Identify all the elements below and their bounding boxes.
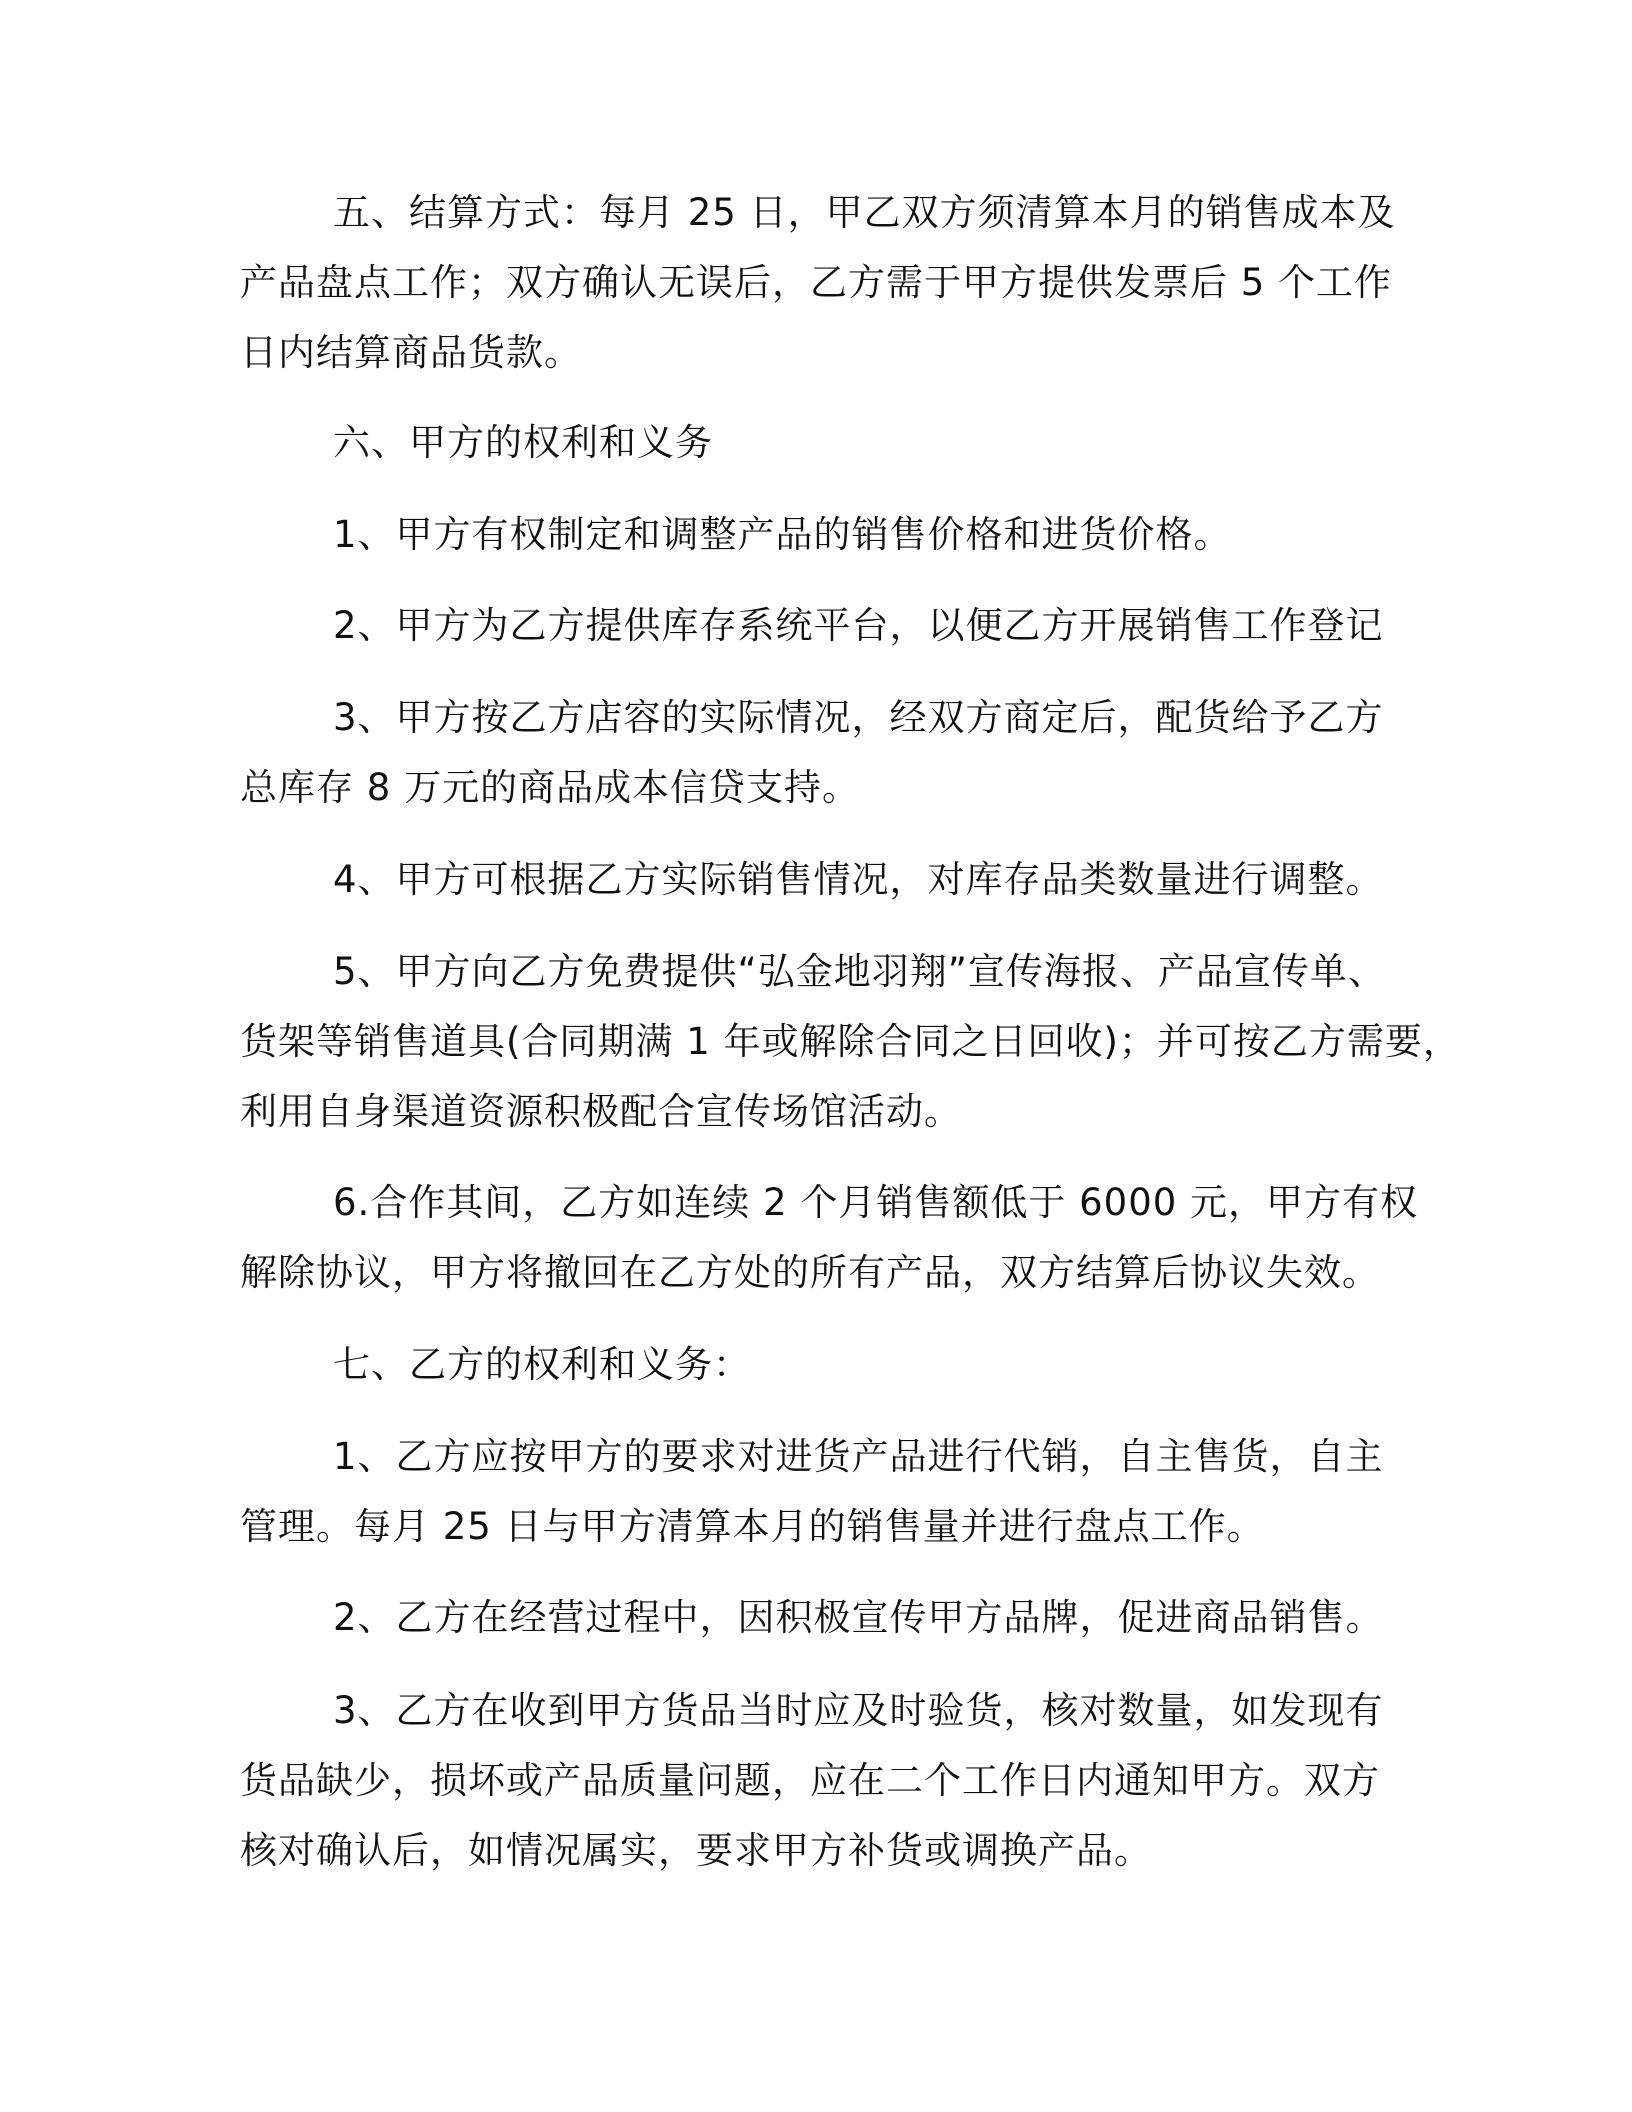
text-line: 管理。每月 25 日与甲方清算本月的销售量并进行盘点工作。 bbox=[240, 1505, 1265, 1548]
text-line: 产品盘点工作；双方确认无误后，乙方需于甲方提供发票后 5 个工作 bbox=[240, 261, 1393, 304]
text-line: 日内结算商品货款。 bbox=[240, 331, 582, 374]
text-line: 核对确认后，如情况属实，要求甲方补货或调换产品。 bbox=[240, 1829, 1152, 1872]
text-line: 利用自身渠道资源积极配合宣传场馆活动。 bbox=[240, 1090, 962, 1133]
section-heading-party-a: 六、甲方的权利和义务 bbox=[333, 421, 713, 464]
text-line: 解除协议，甲方将撤回在乙方处的所有产品，双方结算后协议失效。 bbox=[240, 1251, 1380, 1294]
clause-a-4: 4、甲方可根据乙方实际销售情况，对库存品类数量进行调整。 bbox=[333, 858, 1384, 901]
text-line: 货架等销售道具(合同期满 1 年或解除合同之日回收)；并可按乙方需要， bbox=[240, 1020, 1461, 1063]
text-line: 五、结算方式：每月 25 日，甲乙双方须清算本月的销售成本及 bbox=[333, 191, 1396, 234]
clause-a-2: 2、甲方为乙方提供库存系统平台，以便乙方开展销售工作登记 bbox=[333, 604, 1384, 647]
section-heading-party-b: 七、乙方的权利和义务： bbox=[333, 1343, 751, 1386]
text-line: 总库存 8 万元的商品成本信贷支持。 bbox=[240, 766, 861, 809]
clause-a-1: 1、甲方有权制定和调整产品的销售价格和进货价格。 bbox=[333, 513, 1232, 556]
text-line: 1、乙方应按甲方的要求对进货产品进行代销，自主售货，自主 bbox=[333, 1435, 1384, 1478]
text-line: 6.合作其间，乙方如连续 2 个月销售额低于 6000 元，甲方有权 bbox=[333, 1181, 1419, 1224]
text-line: 货品缺少，损坏或产品质量问题，应在二个工作日内通知甲方。双方 bbox=[240, 1759, 1380, 1802]
clause-b-2: 2、乙方在经营过程中，因积极宣传甲方品牌，促进商品销售。 bbox=[333, 1596, 1384, 1639]
text-line: 3、甲方按乙方店容的实际情况，经双方商定后，配货给予乙方 bbox=[333, 696, 1384, 739]
text-line: 3、乙方在收到甲方货品当时应及时验货，核对数量，如发现有 bbox=[333, 1689, 1384, 1732]
text-line: 5、甲方向乙方免费提供“弘金地羽翔”宣传海报、产品宣传单、 bbox=[333, 950, 1386, 993]
